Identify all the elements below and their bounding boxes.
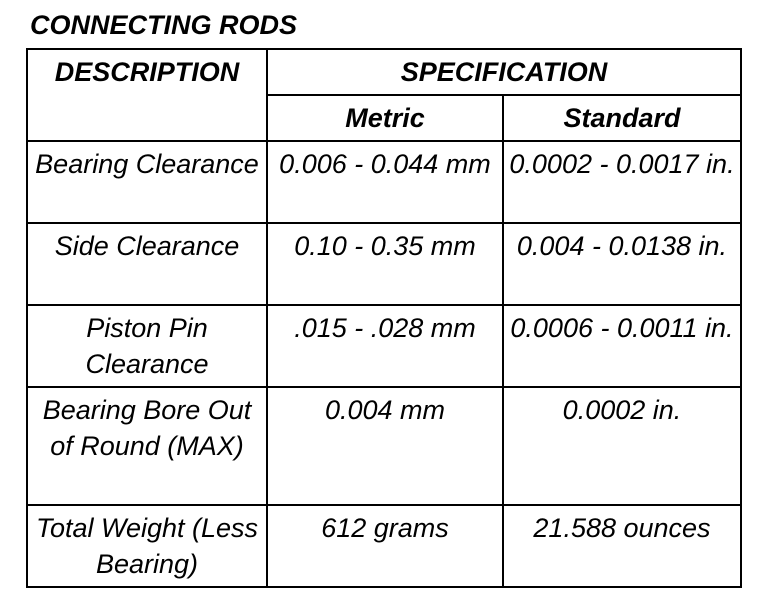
header-specification: SPECIFICATION <box>267 49 741 95</box>
cell-standard: 21.588 ounces <box>503 505 741 587</box>
cell-standard: 0.0006 - 0.0011 in. <box>503 305 741 387</box>
header-description: DESCRIPTION <box>27 49 267 141</box>
table-row <box>27 305 741 387</box>
cell-standard: 0.0002 - 0.0017 in. <box>503 141 741 223</box>
cell-description: Piston Pin Clearance <box>27 305 267 387</box>
header-metric: Metric <box>267 95 503 141</box>
cell-description: Bearing Clearance <box>27 141 267 223</box>
header-standard: Standard <box>503 95 741 141</box>
table-row <box>27 223 741 305</box>
cell-metric: .015 - .028 mm <box>267 305 503 387</box>
spec-table <box>26 48 742 588</box>
cell-description: Total Weight (Less Bearing) <box>27 505 267 587</box>
cell-standard: 0.0002 in. <box>503 387 741 505</box>
document-title: CONNECTING RODS <box>30 10 298 40</box>
cell-metric: 612 grams <box>267 505 503 587</box>
cell-metric: 0.10 - 0.35 mm <box>267 223 503 305</box>
header-row <box>27 49 741 95</box>
table-row <box>27 141 741 223</box>
cell-description: Side Clearance <box>27 223 267 305</box>
cell-metric: 0.004 mm <box>267 387 503 505</box>
table-row <box>27 387 741 505</box>
cell-description: Bearing Bore Out of Round (MAX) <box>27 387 267 505</box>
cell-metric: 0.006 - 0.044 mm <box>267 141 503 223</box>
cell-standard: 0.004 - 0.0138 in. <box>503 223 741 305</box>
table-row <box>27 505 741 587</box>
